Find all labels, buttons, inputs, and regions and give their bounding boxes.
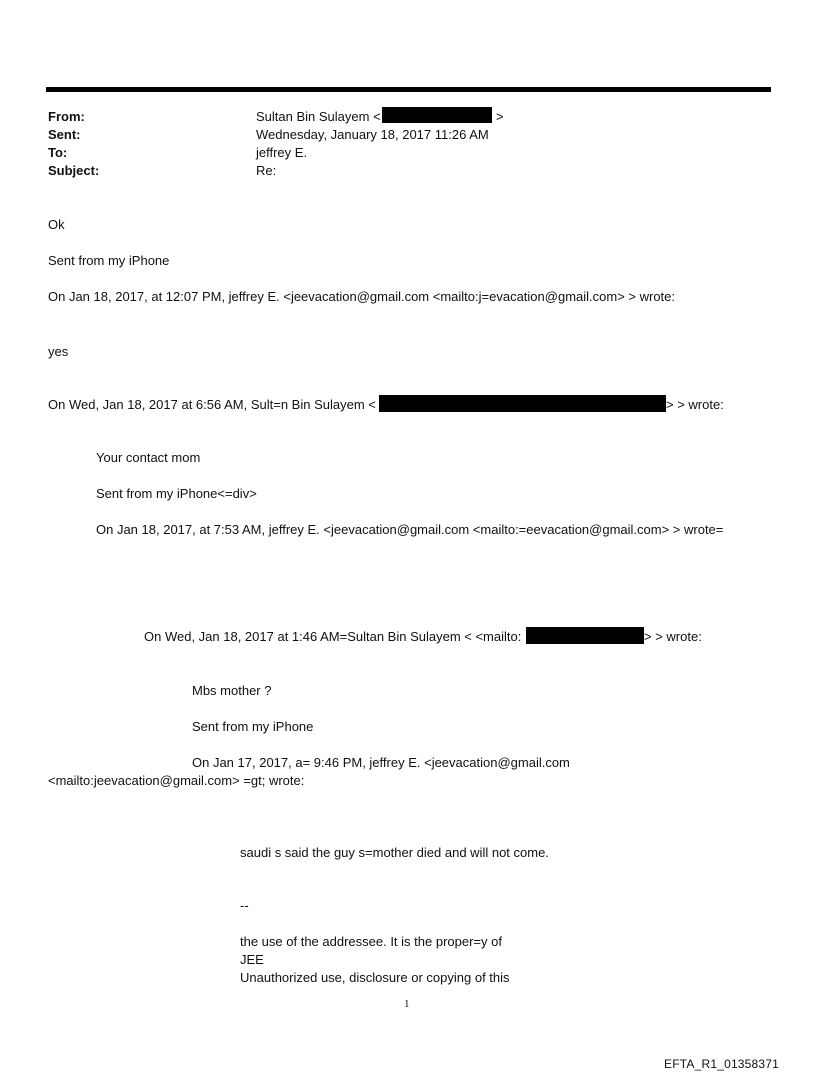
to-value: jeffrey E. (256, 145, 308, 160)
body-disclaimer-2: JEE (240, 952, 264, 967)
email-redaction-2 (526, 627, 644, 644)
sent-label: Sent: (48, 127, 81, 142)
body-disclaimer-3: Unauthorized use, disclosure or copying of this (240, 970, 510, 985)
sent-value: Wednesday, January 18, 2017 11:26 AM (256, 127, 489, 142)
body-contact-mom: Your contact mom (96, 450, 201, 465)
body-sent-from-iphone-2: Sent from my iPhone<=div> (96, 486, 257, 501)
from-redaction (382, 107, 492, 123)
subject-value: Re: (256, 163, 277, 178)
document-id: EFTA_R1_01358371 (664, 1057, 780, 1071)
body-quote-header-2-end: > > wrote: (666, 397, 724, 412)
from-value-open: Sultan Bin Sulayem < (256, 109, 381, 124)
subject-label: Subject: (48, 163, 100, 178)
from-value-close: > (496, 109, 504, 124)
body-quote-header-5: On Jan 17, 2017, a= 9:46 PM, jeffrey E. <jeevacation@gmail.com (192, 755, 570, 770)
body-sent-from-iphone-3: Sent from my iPhone (192, 719, 314, 734)
body-ok: Ok (48, 217, 65, 232)
body-yes: yes (48, 344, 69, 359)
body-quote-header-1: On Jan 18, 2017, at 12:07 PM, jeffrey E. <jeevacation@gmail.com <mailto:j=evacation@gmail.com> > wrote: (48, 289, 676, 304)
email-redaction-1 (379, 395, 666, 412)
body-sent-from-iphone-1: Sent from my iPhone (48, 253, 170, 268)
body-quote-header-2: On Wed, Jan 18, 2017 at 6:56 AM, Sult=n Bin Sulayem < (48, 397, 376, 412)
from-label: From: (48, 109, 85, 124)
body-disclaimer-1: the use of the addressee. It is the proper=y of (240, 934, 502, 949)
body-quote-header-4: On Wed, Jan 18, 2017 at 1:46 AM=Sultan Bin Sulayem < <mailto: (144, 629, 522, 644)
page-number: 1 (404, 998, 410, 1010)
header-rule (46, 87, 771, 92)
body-saudi-message: saudi s said the guy s=mother died and will not come. (240, 845, 549, 860)
body-signature-dashes: -- (240, 898, 249, 913)
to-label: To: (48, 145, 68, 160)
body-quote-header-3: On Jan 18, 2017, at 7:53 AM, jeffrey E. <jeevacation@gmail.com <mailto:=eevacation@gmail.com> > wrote= (96, 522, 724, 537)
body-quote-header-4-end: > > wrote: (644, 629, 702, 644)
body-mbs-mother: Mbs mother ? (192, 683, 272, 698)
body-quote-header-5-mailto: <mailto:jeevacation@gmail.com> =gt; wrote: (48, 773, 305, 788)
